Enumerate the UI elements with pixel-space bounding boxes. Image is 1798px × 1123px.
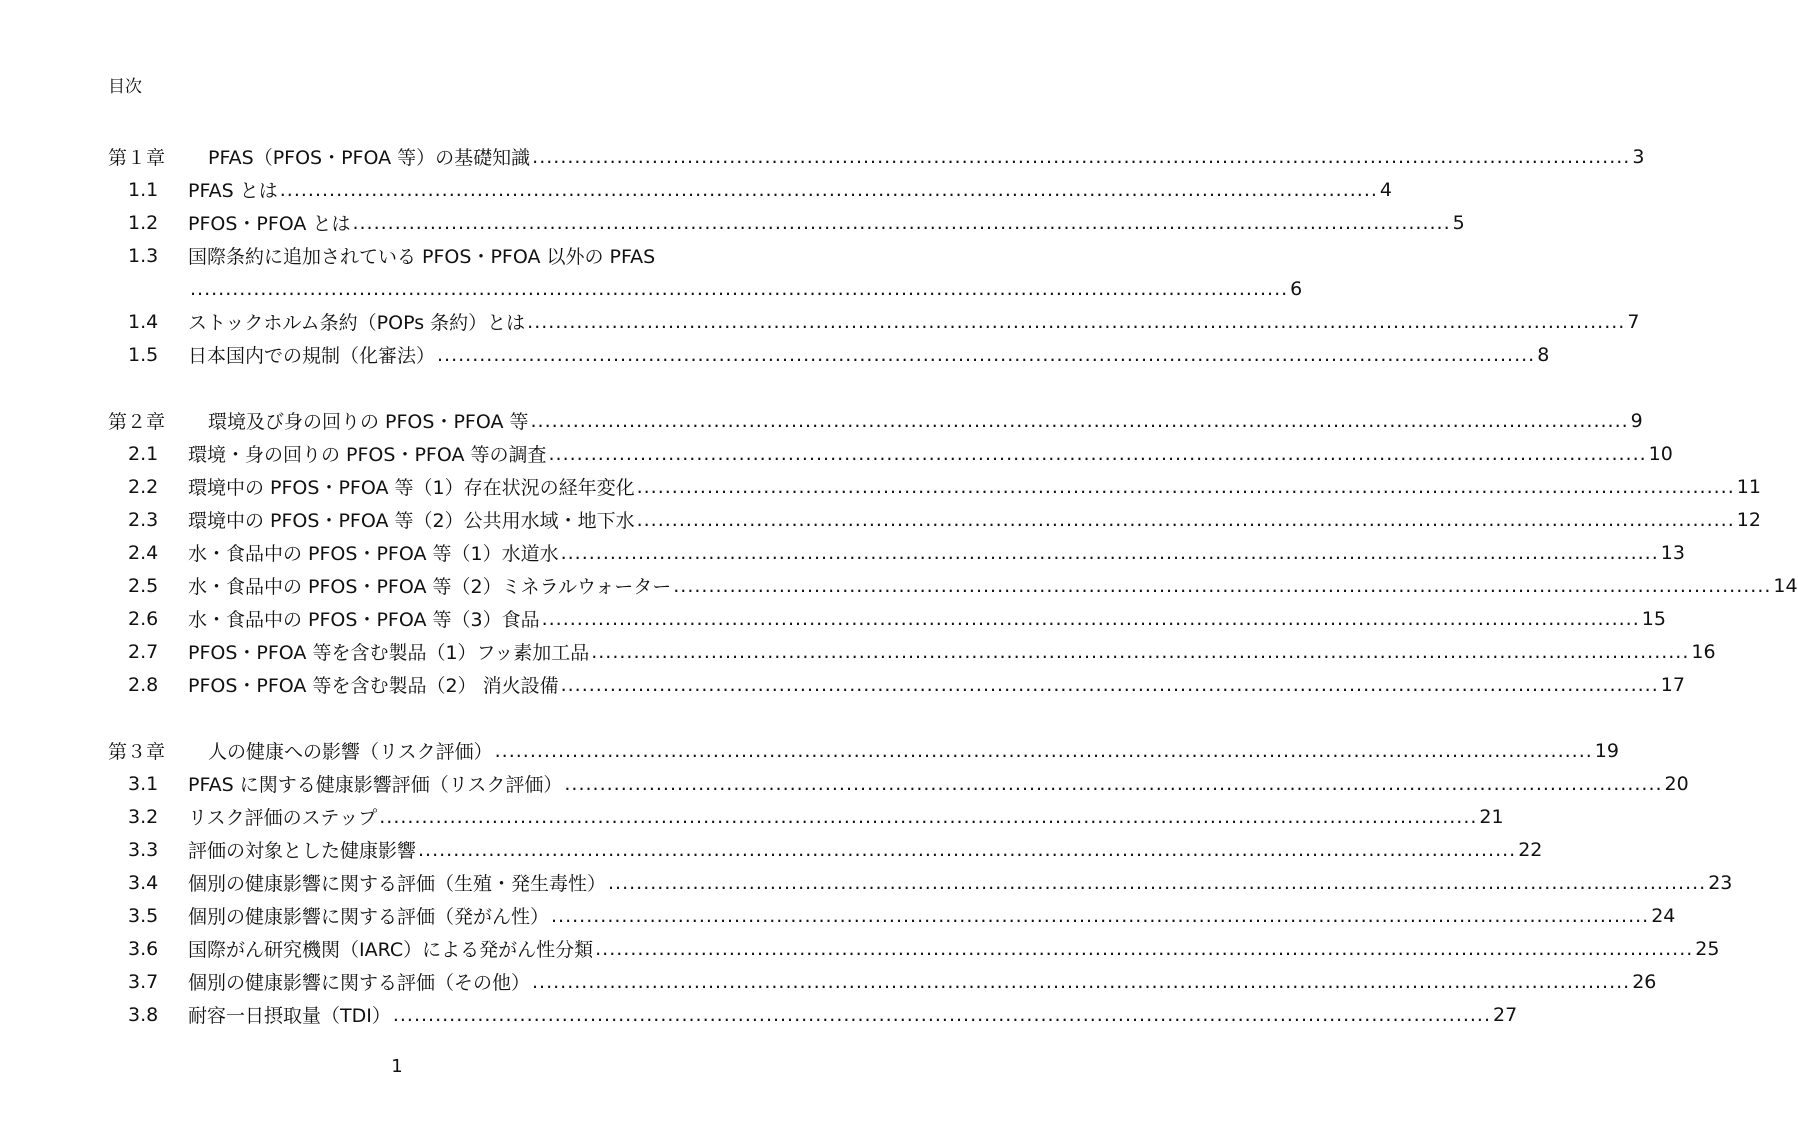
dot-leader xyxy=(531,410,1629,432)
chapter-number: 第２章 xyxy=(108,411,166,433)
page-ref: 22 xyxy=(1518,838,1543,861)
toc-section-2-1[interactable] xyxy=(108,437,1673,470)
page-title: 目次 xyxy=(108,77,142,97)
dot-leader xyxy=(673,575,1771,597)
dot-leader xyxy=(532,146,1630,168)
section-number: 1.2 xyxy=(128,211,159,234)
section-title: 環境中の PFOS・PFOA 等（2）公共用水域・地下水 xyxy=(188,510,635,532)
dot-leader xyxy=(393,1004,1491,1026)
page-ref: 10 xyxy=(1648,442,1673,465)
page-ref: 25 xyxy=(1695,937,1720,960)
section-title: PFOS・PFOA とは xyxy=(188,213,351,235)
section-title: 評価の対象とした健康影響 xyxy=(188,840,417,862)
section-title: 個別の健康影響に関する評価（その他） xyxy=(188,972,531,994)
page-ref: 6 xyxy=(1290,277,1303,300)
section-title: 水・食品中の PFOS・PFOA 等（1）水道水 xyxy=(188,543,559,565)
dot-leader xyxy=(561,542,1659,564)
page-ref: 4 xyxy=(1379,178,1393,201)
toc-section-3-5[interactable] xyxy=(108,899,1676,932)
dot-leader xyxy=(542,608,1640,630)
toc-chapter-1[interactable] xyxy=(108,140,1645,173)
dot-leader xyxy=(437,344,1535,366)
page-ref: 15 xyxy=(1641,607,1666,630)
section-number: 2.2 xyxy=(128,475,159,498)
toc-section-2-4[interactable] xyxy=(108,536,1685,569)
section-number: 1.5 xyxy=(128,343,159,366)
dot-leader xyxy=(637,476,1735,498)
section-title: 水・食品中の PFOS・PFOA 等（2）ミネラルウォーター xyxy=(188,576,672,598)
page-ref: 27 xyxy=(1493,1003,1518,1026)
toc-section-3-2[interactable] xyxy=(108,800,1504,833)
toc-section-2-6[interactable] xyxy=(108,602,1666,635)
dot-leader xyxy=(190,278,1288,300)
section-number: 1.3 xyxy=(128,244,159,267)
section-title: 環境中の PFOS・PFOA 等（1）存在状況の経年変化 xyxy=(188,477,635,499)
chapter-spacer xyxy=(108,701,684,734)
page-ref: 26 xyxy=(1632,970,1657,993)
chapter-title: 環境及び身の回りの PFOS・PFOA 等 xyxy=(208,411,529,433)
toc-chapter-3[interactable] xyxy=(108,734,1619,767)
dot-leader xyxy=(549,443,1647,465)
dot-leader xyxy=(561,674,1659,696)
section-title: PFAS に関する健康影響評価（リスク評価） xyxy=(188,774,563,796)
section-number: 3.5 xyxy=(128,904,159,927)
page-ref: 5 xyxy=(1452,211,1465,234)
dot-leader xyxy=(527,311,1625,333)
section-title: リスク評価のステップ xyxy=(188,807,378,829)
page-number: 1 xyxy=(391,1056,403,1077)
dot-leader xyxy=(564,773,1662,795)
section-title: PFAS とは xyxy=(188,180,278,202)
dot-leader xyxy=(280,179,1378,201)
table-of-contents xyxy=(108,140,1798,1031)
toc-section-2-5[interactable] xyxy=(108,569,1798,602)
section-title: 国際がん研究機関（IARC）による発がん性分類 xyxy=(188,939,594,961)
page-ref: 19 xyxy=(1594,739,1619,762)
page-ref: 8 xyxy=(1537,343,1550,366)
dot-leader xyxy=(418,839,1516,861)
toc-section-1-4[interactable] xyxy=(108,305,1640,338)
section-number: 2.4 xyxy=(128,541,159,564)
section-number: 2.1 xyxy=(128,442,159,465)
section-number: 3.4 xyxy=(128,871,159,894)
toc-section-3-8[interactable] xyxy=(108,998,1518,1031)
page-ref: 23 xyxy=(1708,871,1733,894)
dot-leader xyxy=(608,872,1706,894)
section-title: 個別の健康影響に関する評価（生殖・発生毒性） xyxy=(188,873,607,895)
chapter-title: PFAS（PFOS・PFOA 等）の基礎知識 xyxy=(208,147,531,169)
chapter-number: 第３章 xyxy=(108,741,166,763)
toc-section-2-7[interactable] xyxy=(108,635,1716,668)
section-title: 日本国内での規制（化審法） xyxy=(188,345,436,367)
toc-section-1-5[interactable] xyxy=(108,338,1550,371)
toc-section-2-2[interactable] xyxy=(108,470,1761,503)
page-ref: 9 xyxy=(1630,409,1643,432)
page-ref: 13 xyxy=(1660,541,1685,564)
toc-section-1-3[interactable] xyxy=(108,239,684,272)
dot-leader xyxy=(379,806,1477,828)
page-ref: 21 xyxy=(1479,805,1504,828)
section-title: PFOS・PFOA 等を含む製品（1）フッ素加工品 xyxy=(188,642,590,664)
section-title: 環境・身の回りの PFOS・PFOA 等の調査 xyxy=(188,444,547,466)
dot-leader xyxy=(532,971,1630,993)
page-ref: 12 xyxy=(1736,508,1761,531)
section-number: 3.8 xyxy=(128,1003,159,1026)
section-number: 2.5 xyxy=(128,574,159,597)
toc-section-2-3[interactable] xyxy=(108,503,1761,536)
toc-section-3-4[interactable] xyxy=(108,866,1733,899)
toc-section-3-3[interactable] xyxy=(108,833,1543,866)
section-title: 国際条約に追加されている PFOS・PFOA 以外の PFAS xyxy=(188,246,656,268)
toc-section-1-2[interactable] xyxy=(108,206,1465,239)
toc-section-1-3-continuation[interactable] xyxy=(108,272,1303,305)
section-title: 水・食品中の PFOS・PFOA 等（3）食品 xyxy=(188,609,540,631)
section-number: 2.6 xyxy=(128,607,159,630)
section-number: 1.4 xyxy=(128,310,159,333)
dot-leader xyxy=(595,938,1693,960)
section-number: 2.3 xyxy=(128,508,159,531)
toc-section-3-7[interactable] xyxy=(108,965,1657,998)
section-title: ストックホルム条約（POPs 条約）とは xyxy=(188,312,526,334)
page-ref: 14 xyxy=(1773,574,1798,597)
section-title: 耐容一日摂取量（TDI） xyxy=(188,1005,391,1027)
page-ref: 17 xyxy=(1660,673,1685,696)
dot-leader xyxy=(637,509,1735,531)
chapter-number: 第１章 xyxy=(108,147,166,169)
dot-leader xyxy=(495,740,1593,762)
toc-section-2-8[interactable] xyxy=(108,668,1685,701)
page-ref: 3 xyxy=(1632,145,1645,168)
page-ref: 16 xyxy=(1691,640,1716,663)
section-number: 3.6 xyxy=(128,937,159,960)
page-ref: 7 xyxy=(1627,310,1640,333)
toc-section-3-6[interactable] xyxy=(108,932,1720,965)
section-title: PFOS・PFOA 等を含む製品（2） 消火設備 xyxy=(188,675,559,697)
section-number: 3.3 xyxy=(128,838,159,861)
section-number: 3.2 xyxy=(128,805,159,828)
toc-section-1-1[interactable] xyxy=(108,173,1393,206)
dot-leader xyxy=(591,641,1689,663)
section-number: 1.1 xyxy=(128,178,159,201)
dot-leader xyxy=(352,212,1450,234)
toc-section-3-1[interactable] xyxy=(108,767,1689,800)
section-number: 3.7 xyxy=(128,970,159,993)
section-number: 3.1 xyxy=(128,772,159,795)
page-ref: 11 xyxy=(1736,475,1761,498)
page-ref: 20 xyxy=(1664,772,1689,795)
section-number: 2.7 xyxy=(128,640,159,663)
section-number: 2.8 xyxy=(128,673,159,696)
section-title: 個別の健康影響に関する評価（発がん性） xyxy=(188,906,550,928)
dot-leader xyxy=(551,905,1649,927)
page-ref: 24 xyxy=(1651,904,1676,927)
chapter-title: 人の健康への影響（リスク評価） xyxy=(208,741,493,763)
chapter-spacer xyxy=(108,371,684,404)
toc-chapter-2[interactable] xyxy=(108,404,1643,437)
